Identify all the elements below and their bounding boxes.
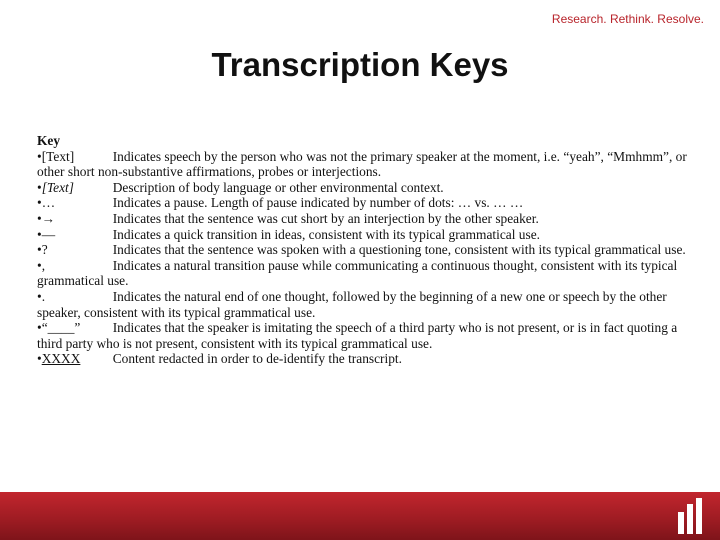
- key-entry: [37, 180, 689, 196]
- key-symbol: ?: [41, 242, 48, 258]
- key-description: Content redacted in order to de-identify the transcript.: [112, 351, 402, 367]
- slide-title: Transcription Keys: [211, 46, 509, 83]
- bullet: •: [37, 320, 42, 336]
- key-description: Indicates a pause. Length of pause indicated by number of dots: … vs. … …: [112, 195, 524, 211]
- arrow-icon: →: [41, 210, 56, 226]
- key-entry: [37, 195, 689, 211]
- bullet: •: [37, 288, 42, 304]
- transcription-key-list: [37, 133, 689, 367]
- key-entry: [37, 242, 689, 258]
- key-symbol: “____”: [41, 320, 81, 336]
- bullet: •: [37, 226, 42, 242]
- key-description: Indicates that the sentence was spoken with a questioning tone, consistent with its typical grammatical use.: [112, 242, 686, 258]
- key-entry: [37, 258, 689, 289]
- key-entry: [37, 211, 689, 227]
- key-symbol: …: [41, 195, 56, 211]
- key-description: Indicates a quick transition in ideas, consistent with its typical grammatical use.: [112, 226, 540, 242]
- footer-band: [0, 492, 720, 540]
- key-description: Indicates that the speaker is imitating the speech of a third party who is not present, or is in fact quoting a third party who is not present, consistent with its typical grammatical use.: [37, 320, 678, 351]
- bullet: •: [37, 351, 42, 367]
- bullet: •: [37, 257, 42, 273]
- key-symbol: [Text]: [41, 179, 74, 195]
- tagline: Research. Rethink. Resolve.: [551, 12, 704, 26]
- bullet: •: [37, 242, 42, 258]
- key-symbol: ,: [41, 257, 46, 273]
- key-entry: [37, 351, 689, 367]
- key-heading: Key: [37, 133, 61, 148]
- key-symbol: XXXX: [41, 351, 81, 367]
- key-description: Indicates that the sentence was cut short by an interjection by the other speaker.: [112, 210, 539, 226]
- bullet: •: [37, 148, 42, 164]
- key-symbol: .: [41, 288, 46, 304]
- key-entry: [37, 289, 689, 320]
- key-description: Indicates a natural transition pause while communicating a continuous thought, consistent with its typical grammatical use.: [37, 257, 678, 289]
- bar-logo-icon: [678, 498, 708, 534]
- key-entry: [37, 149, 689, 180]
- key-description: Description of body language or other environmental context.: [112, 179, 444, 195]
- key-symbol: —: [41, 226, 56, 242]
- key-entry: [37, 227, 689, 243]
- bullet: •: [37, 195, 42, 211]
- key-description: Indicates the natural end of one thought, followed by the beginning of a new one or speech by the other speaker, consistent with its typical grammatical use.: [37, 288, 667, 320]
- bullet: •: [37, 210, 42, 226]
- key-symbol: [Text]: [41, 148, 75, 164]
- key-entry: [37, 320, 689, 351]
- key-description: Indicates speech by the person who was not the primary speaker at the moment, i.e. “yeah”, “Mmhmm”, or other short non-substantive affirmations, probes or interjections.: [37, 148, 687, 180]
- bullet: •: [37, 179, 42, 195]
